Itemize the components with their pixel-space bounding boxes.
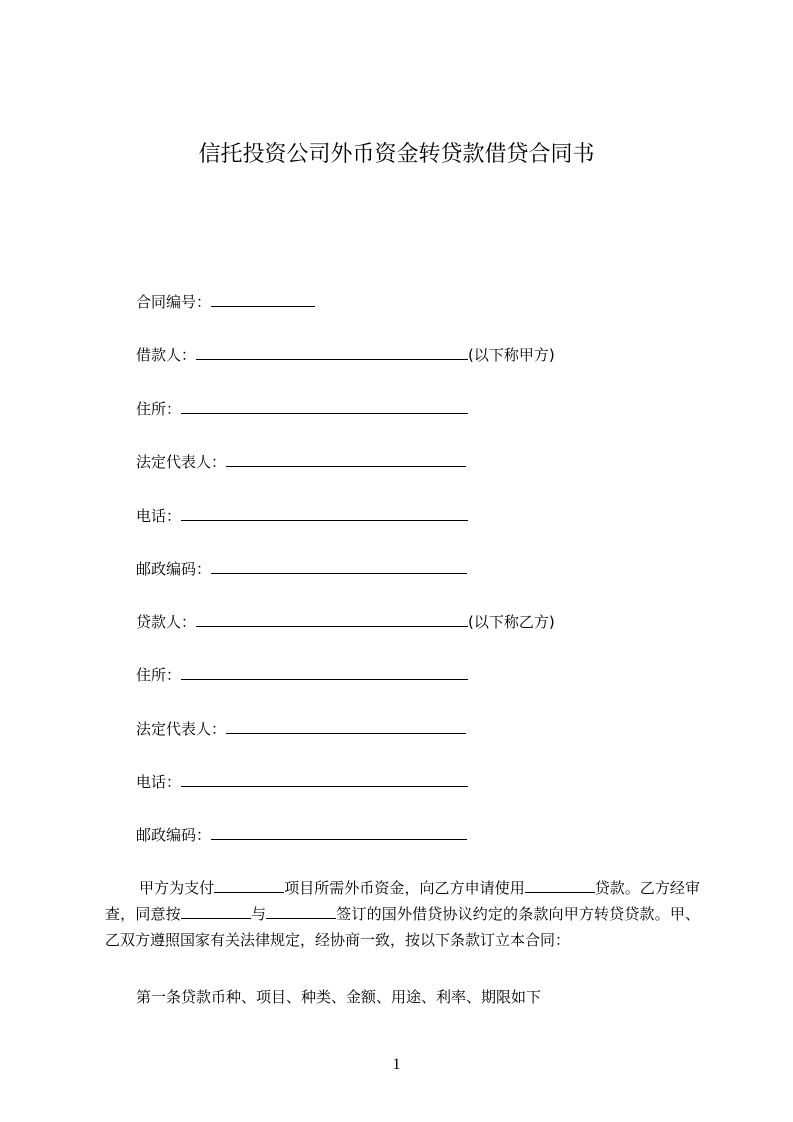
contract-number-label: 合同编号：: [136, 293, 212, 311]
lender-postcode-blank[interactable]: [211, 823, 467, 840]
borrower-blank[interactable]: [196, 343, 468, 360]
lender-representative-field: [136, 717, 466, 740]
borrower-postcode-field: [136, 557, 467, 580]
borrower-field: [136, 343, 555, 366]
borrower-address-label: 住所：: [136, 400, 182, 418]
lender-field: [136, 610, 555, 633]
borrower-phone-field: [136, 504, 468, 527]
lender-phone-blank[interactable]: [181, 770, 468, 787]
intro-text-1: 甲方为支付: [139, 879, 215, 897]
borrower-label: 借款人：: [136, 346, 197, 364]
lender-postcode-field: [136, 823, 467, 846]
borrower-phone-blank[interactable]: [181, 504, 468, 521]
lender-postcode-label: 邮政编码：: [136, 826, 212, 844]
lender-label: 贷款人：: [136, 613, 197, 631]
lender-representative-blank[interactable]: [226, 717, 466, 734]
borrower-representative-field: [136, 450, 466, 473]
borrower-address-field: [136, 397, 468, 420]
contract-number-field: [136, 290, 315, 313]
borrower-phone-label: 电话：: [136, 507, 182, 525]
loan-type-blank[interactable]: [525, 876, 595, 893]
borrower-representative-label: 法定代表人：: [136, 453, 227, 471]
borrower-postcode-blank[interactable]: [211, 557, 467, 574]
borrower-postcode-label: 邮政编码：: [136, 560, 212, 578]
lender-suffix: (以下称乙方): [468, 613, 555, 631]
intro-text-3: 贷款。乙方经审查，同意按: [105, 879, 700, 923]
intro-text-5: 签订的国外借贷协议约定的条款向甲方转贷贷款。甲、乙双方遵照国家有关法律规定，经协商一致，按以下条款订立本合同：: [105, 905, 700, 949]
article-1-heading: 第一条贷款币种、项目、种类、金额、用途、利率、期限如下: [136, 988, 542, 1006]
party-a-blank[interactable]: [181, 902, 251, 919]
lender-blank[interactable]: [196, 610, 468, 627]
lender-address-blank[interactable]: [181, 663, 468, 680]
lender-address-label: 住所：: [136, 666, 182, 684]
lender-phone-label: 电话：: [136, 773, 182, 791]
borrower-suffix: (以下称甲方): [468, 346, 555, 364]
borrower-address-blank[interactable]: [181, 397, 468, 414]
borrower-representative-blank[interactable]: [226, 450, 466, 467]
lender-address-field: [136, 663, 468, 686]
project-blank[interactable]: [214, 876, 284, 893]
lender-phone-field: [136, 770, 468, 793]
party-b-blank[interactable]: [266, 902, 336, 919]
contract-number-blank[interactable]: [211, 290, 315, 307]
page-number: 1: [392, 1056, 401, 1073]
intro-text-2: 项目所需外币资金，向乙方申请使用: [284, 879, 525, 897]
lender-representative-label: 法定代表人：: [136, 720, 227, 738]
document-title: 信托投资公司外币资金转贷款借贷合同书: [198, 142, 595, 167]
intro-paragraph: [105, 875, 700, 953]
intro-text-4: 与: [250, 905, 267, 923]
